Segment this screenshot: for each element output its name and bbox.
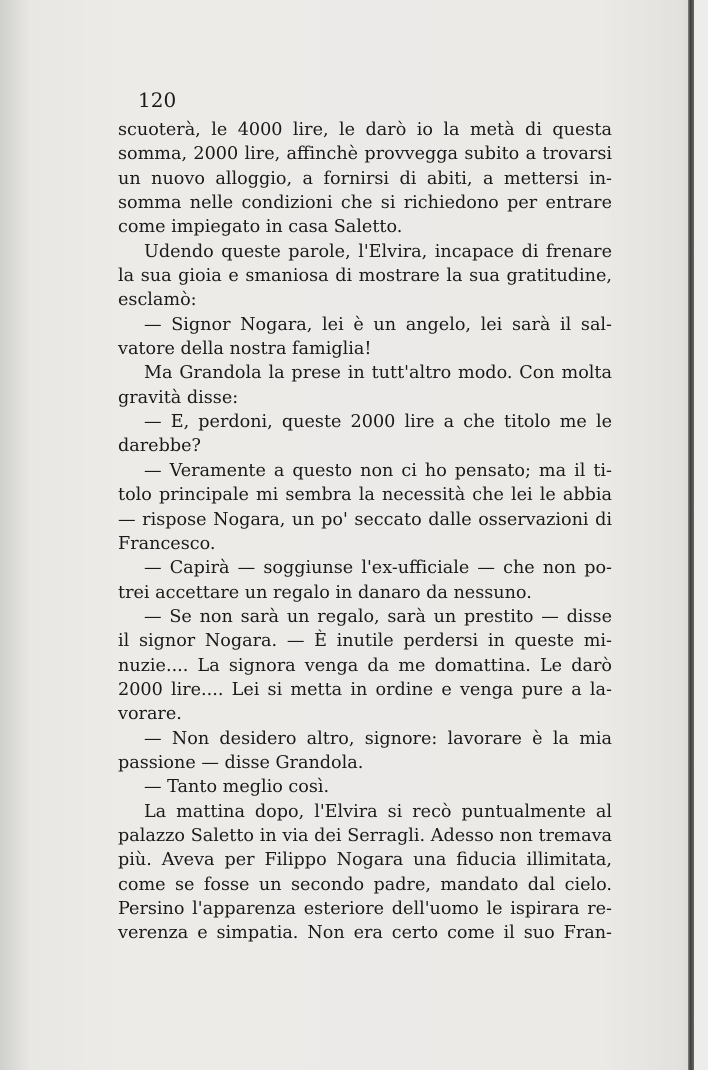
text-line: palazzo Saletto in via dei Serragli. Adesso non tremava	[118, 825, 612, 846]
text-line: trei accettare un regalo in danaro da nessuno.	[118, 582, 532, 603]
text-line: come se fosse un secondo padre, mandato dal cielo.	[118, 874, 612, 895]
text-line: tolo principale mi sembra la necessità che lei le abbia	[118, 485, 612, 506]
text-line: Francesco.	[118, 533, 216, 554]
text-line: somma, 2000 lire, affinchè provvegga subito a trovarsi	[118, 144, 612, 165]
text-line: — Non desidero altro, signore: lavorare è la mia	[144, 728, 612, 749]
text-line: più. Aveva per Filippo Nogara una fiducia illimitata,	[118, 850, 612, 871]
text-line: — Veramente a questo non ci ho pensato; ma il ti-	[144, 460, 612, 481]
text-line: la sua gioia e smaniosa di mostrare la sua gratitudine,	[118, 266, 612, 287]
text-line: La mattina dopo, l'Elvira si recò puntualmente al	[144, 801, 612, 822]
text-line: Persino l'apparenza esteriore dell'uomo le ispirara re-	[118, 899, 612, 919]
text-line: 2000 lire.... Lei si metta in ordine e venga pure a la-	[118, 679, 612, 700]
text-line: un nuovo alloggio, a fornirsi di abiti, a mettersi in-	[118, 168, 612, 189]
text-line: vorare.	[118, 704, 182, 725]
text-line: come impiegato in casa Saletto.	[118, 217, 403, 238]
page-edge-shadow	[688, 0, 694, 1070]
text-line: — E, perdoni, queste 2000 lire a che titolo me le	[144, 412, 612, 433]
text-line: Udendo queste parole, l'Elvira, incapace di frenare	[144, 241, 612, 262]
text-line: verenza e simpatia. Non era certo come il suo Fran-	[118, 923, 612, 944]
text-line: — Se non sarà un regalo, sarà un prestito — disse	[144, 606, 612, 627]
text-line: nuzie.... La signora venga da me domattina. Le darò	[118, 655, 612, 676]
text-line: — rispose Nogara, un po' seccato dalle osservazioni di	[118, 509, 612, 530]
text-line: — Tanto meglio così.	[144, 777, 330, 798]
text-line: vatore della nostra famiglia!	[118, 339, 372, 360]
text-line: gravità disse:	[118, 387, 239, 408]
page-right-margin	[694, 0, 708, 1070]
text-line: esclamò:	[118, 290, 197, 311]
page-number: 120	[138, 88, 177, 112]
text-line: darebbe?	[118, 436, 201, 457]
text-line: passione — disse Grandola.	[118, 752, 364, 773]
text-line: — Capirà — soggiunse l'ex-ufficiale — che non po-	[144, 558, 612, 579]
text-line: Ma Grandola la prese in tutt'altro modo. Con molta	[144, 363, 612, 384]
text-line: somma nelle condizioni che si richiedono per entrare	[118, 193, 612, 214]
text-line: — Signor Nogara, lei è un angelo, lei sarà il sal-	[144, 314, 612, 335]
text-line: il signor Nogara. — È inutile perdersi in queste mi-	[118, 631, 612, 652]
text-line: scuoterà, le 4000 lire, le darò io la metà di questa	[118, 120, 612, 140]
body-text	[118, 118, 612, 946]
